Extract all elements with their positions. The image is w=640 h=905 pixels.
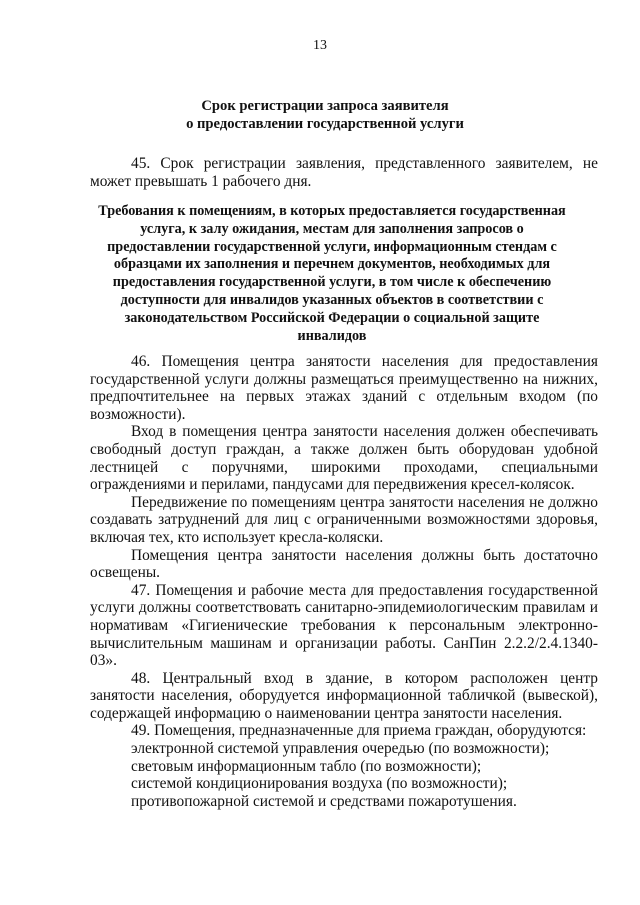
- paragraph-lighting: Помещения центра занятости населения должны быть достаточно освещены.: [90, 546, 598, 582]
- list-item: системой кондиционирования воздуха (по возможности);: [131, 775, 508, 793]
- paragraph-45: 45. Срок регистрации заявления, представленного заявителем, не может превышать 1 рабочего дня.: [90, 155, 598, 190]
- body-text: [90, 353, 598, 810]
- paragraph-48: 48. Центральный вход в здание, в котором расположен центр занятости населения, оборудуется информационной табличкой (вывеской), содержащей информацию о наименовании центра занятости населения.: [90, 669, 598, 722]
- paragraph-entrance: Вход в помещения центра занятости населения должен обеспечивать свободный доступ граждан, а также должен быть оборудован удобной лестницей с поручнями, широкими проходами, специальными ограждениями и перилами, пандусами для передвижения кресел-колясок.: [90, 423, 598, 494]
- heading-line: Срок регистрации запроса заявителя: [201, 98, 449, 114]
- paragraph-46: 46. Помещения центра занятости населения для предоставления государственной услуги должны размещаться преимущественно на нижних, предпочтительнее на первых этажах зданий с отдельным входом (по возможности).: [90, 353, 598, 423]
- list-item: световым информационным табло (по возможности);: [131, 757, 482, 775]
- section-heading-premises: Требования к помещениям, в которых предоставляется государственная услуга, к залу ожидания, местам для заполнения запросов о предоставлении государственной услуги, информационным стендам с образцами их заполнения и перечнем документов, необходимых для предоставления государственной услуги, в том числе к обеспечению доступности для инвалидов указанных объектов в соответствии с законодательством Российской Федерации о социальной защите инвалидов: [98, 203, 566, 344]
- paragraph-49: 49. Помещения, предназначенные для приема граждан, оборудуются:: [131, 722, 587, 740]
- paragraph-movement: Передвижение по помещениям центра занятости населения не должно создавать затруднений для лиц с ограниченными возможностями здоровья, включая тех, кто использует кресла-коляски.: [90, 493, 598, 546]
- heading-line: о предоставлении государственной услуги: [186, 115, 464, 132]
- section-heading-registration: [90, 98, 560, 133]
- paragraph-47: 47. Помещения и рабочие места для предоставления государственной услуги должны соответствовать санитарно-эпидемиологическим правилам и нормативам «Гигиенические требования к персональным электронно-вычислительным машинам и организации работы. СанПин 2.2.2/2.4.1340-03».: [90, 581, 598, 670]
- page-number: 13: [313, 38, 327, 53]
- list-item: противопожарной системой и средствами пожаротушения.: [131, 792, 517, 810]
- list-item: электронной системой управления очередью (по возможности);: [131, 740, 550, 758]
